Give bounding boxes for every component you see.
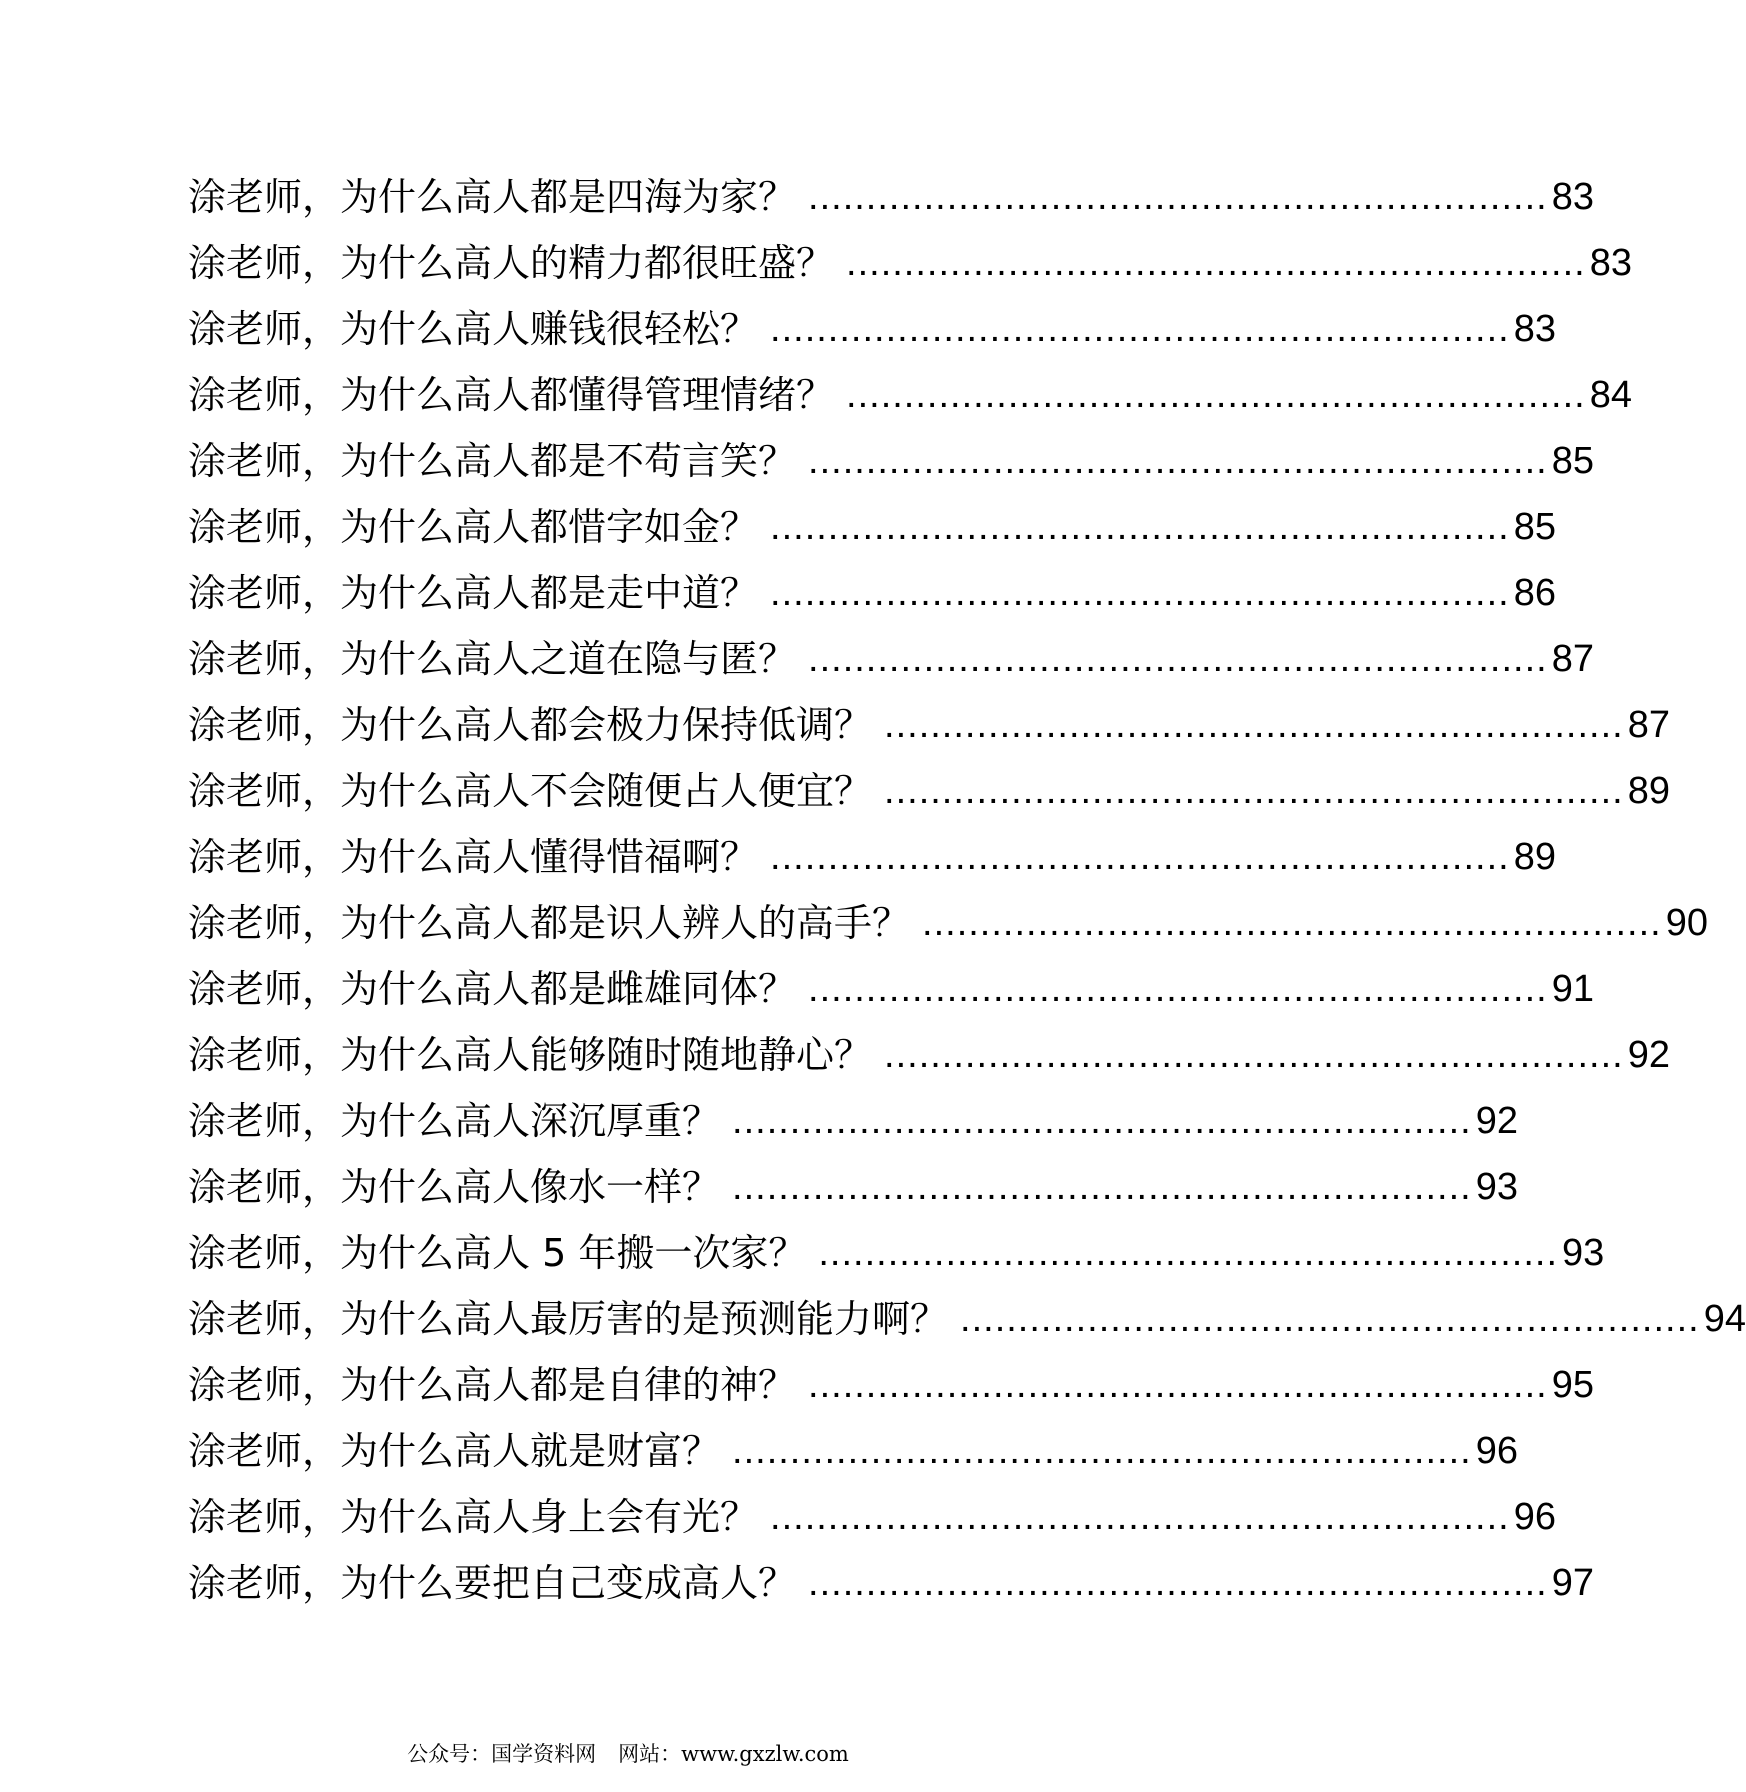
toc-entry[interactable]: [188, 1144, 1518, 1210]
footer-site-label[interactable]: 网站：www.gxzlw.com: [618, 1742, 849, 1766]
toc-entry[interactable]: [188, 1474, 1556, 1540]
toc-leader-dots: ................................................................: [818, 1232, 1559, 1274]
toc-leader-dots: ................................................................: [884, 770, 1624, 812]
toc-entry-title: 涂老师，为什么高人像水一样？: [188, 1165, 721, 1209]
toc-leader-dots: ................................................................: [770, 308, 1510, 350]
toc-entry[interactable]: [188, 1078, 1518, 1144]
toc-page-number: 97: [1551, 1562, 1594, 1604]
toc-entry-title: 涂老师，为什么高人都是雌雄同体？: [188, 967, 797, 1011]
toc-entry[interactable]: [188, 1276, 1746, 1342]
toc-leader-dots: ................................................................: [884, 704, 1624, 746]
toc-leader-dots: ................................................................: [732, 1100, 1472, 1142]
toc-page-number: 93: [1562, 1232, 1605, 1274]
footer-account-label: 公众号：国学资料网: [407, 1742, 597, 1766]
toc-entry[interactable]: [188, 286, 1556, 352]
toc-page-number: 92: [1475, 1100, 1518, 1142]
toc-page-number: 93: [1475, 1166, 1518, 1208]
toc-page-number: 83: [1551, 176, 1594, 218]
toc-entry[interactable]: [188, 484, 1556, 550]
toc-entry[interactable]: [188, 1408, 1518, 1474]
toc-entry[interactable]: [188, 946, 1594, 1012]
toc-entry-title: 涂老师，为什么高人能够随时随地静心？: [188, 1033, 873, 1077]
toc-entry-title: 涂老师，为什么高人身上会有光？: [188, 1495, 759, 1539]
toc-page-number: 89: [1513, 836, 1556, 878]
toc-entry-title: 涂老师，为什么高人懂得惜福啊？: [188, 835, 759, 879]
toc-entry[interactable]: [188, 1342, 1594, 1408]
toc-page-number: 87: [1627, 704, 1670, 746]
toc-entry-title: 涂老师，为什么高人都惜字如金？: [188, 505, 759, 549]
toc-leader-dots: ................................................................: [922, 902, 1662, 944]
toc-entry[interactable]: [188, 880, 1708, 946]
toc-page-number: 96: [1475, 1430, 1518, 1472]
toc-entry-title: 涂老师，为什么高人都是识人辨人的高手？: [188, 901, 911, 945]
toc-leader-dots: ................................................................: [808, 638, 1548, 680]
toc-page-number: 85: [1513, 506, 1556, 548]
toc-page-number: 89: [1627, 770, 1670, 812]
toc-entry[interactable]: [188, 418, 1594, 484]
toc-entry-title: 涂老师，为什么高人之道在隐与匿？: [188, 637, 797, 681]
toc-leader-dots: ................................................................: [732, 1430, 1472, 1472]
toc-page-number: 83: [1589, 242, 1632, 284]
toc-entry[interactable]: [188, 1210, 1605, 1276]
toc-page-number: 87: [1551, 638, 1594, 680]
toc-page-number: 84: [1589, 374, 1632, 416]
toc-entry-title: 涂老师，为什么高人都是走中道？: [188, 571, 759, 615]
toc-page-number: 90: [1665, 902, 1708, 944]
toc-leader-dots: ................................................................: [770, 836, 1510, 878]
toc-entry-title: 涂老师，为什么高人最厉害的是预测能力啊？: [188, 1297, 949, 1341]
page-footer: [0, 1738, 1256, 1768]
toc-entry-title: 涂老师，为什么高人都是自律的神？: [188, 1363, 797, 1407]
toc-entry[interactable]: [188, 1012, 1670, 1078]
toc-leader-dots: ................................................................: [808, 1364, 1548, 1406]
toc-page-number: 94: [1703, 1298, 1746, 1340]
toc-page-number: 92: [1627, 1034, 1670, 1076]
toc-entry-title: 涂老师，为什么高人都是不苟言笑？: [188, 439, 797, 483]
toc-entry-title: 涂老师，为什么高人都会极力保持低调？: [188, 703, 873, 747]
toc-leader-dots: ................................................................: [808, 1562, 1548, 1604]
toc-entry-title: 涂老师，为什么要把自己变成高人？: [188, 1561, 797, 1605]
toc-leader-dots: ................................................................: [846, 374, 1586, 416]
toc-page-number: 83: [1513, 308, 1556, 350]
toc-leader-dots: ................................................................: [770, 572, 1510, 614]
toc-entry[interactable]: [188, 682, 1670, 748]
toc-leader-dots: ................................................................: [808, 440, 1548, 482]
toc-entry[interactable]: [188, 154, 1594, 220]
toc-leader-dots: ................................................................: [884, 1034, 1624, 1076]
toc-entry[interactable]: [188, 1540, 1594, 1606]
toc-leader-dots: ................................................................: [770, 506, 1510, 548]
toc-entry[interactable]: [188, 814, 1556, 880]
toc-entry[interactable]: [188, 220, 1632, 286]
toc-entry-title: 涂老师，为什么高人不会随便占人便宜？: [188, 769, 873, 813]
toc-entry-title: 涂老师，为什么高人深沉厚重？: [188, 1099, 721, 1143]
toc-entry-title: 涂老师，为什么高人都懂得管理情绪？: [188, 373, 835, 417]
toc-entry-title: 涂老师，为什么高人赚钱很轻松？: [188, 307, 759, 351]
toc-leader-dots: ................................................................: [808, 968, 1548, 1010]
toc-page-number: 95: [1551, 1364, 1594, 1406]
toc-entry-title: 涂老师，为什么高人都是四海为家？: [188, 175, 797, 219]
toc-entry[interactable]: [188, 352, 1632, 418]
toc-leader-dots: ................................................................: [808, 176, 1548, 218]
toc-entry-title: 涂老师，为什么高人 5 年搬一次家？: [188, 1231, 807, 1275]
toc-entry[interactable]: [188, 550, 1556, 616]
toc-entry-title: 涂老师，为什么高人就是财富？: [188, 1429, 721, 1473]
toc-leader-dots: ................................................................: [846, 242, 1586, 284]
toc-page-number: 91: [1551, 968, 1594, 1010]
toc-leader-dots: ................................................................: [960, 1298, 1700, 1340]
toc-page-number: 86: [1513, 572, 1556, 614]
toc-leader-dots: ................................................................: [732, 1166, 1472, 1208]
toc-entry-title: 涂老师，为什么高人的精力都很旺盛？: [188, 241, 835, 285]
table-of-contents: [188, 154, 1746, 1606]
toc-entry[interactable]: [188, 748, 1670, 814]
toc-entry[interactable]: [188, 616, 1594, 682]
toc-page-number: 96: [1513, 1496, 1556, 1538]
toc-leader-dots: ................................................................: [770, 1496, 1510, 1538]
toc-page-number: 85: [1551, 440, 1594, 482]
